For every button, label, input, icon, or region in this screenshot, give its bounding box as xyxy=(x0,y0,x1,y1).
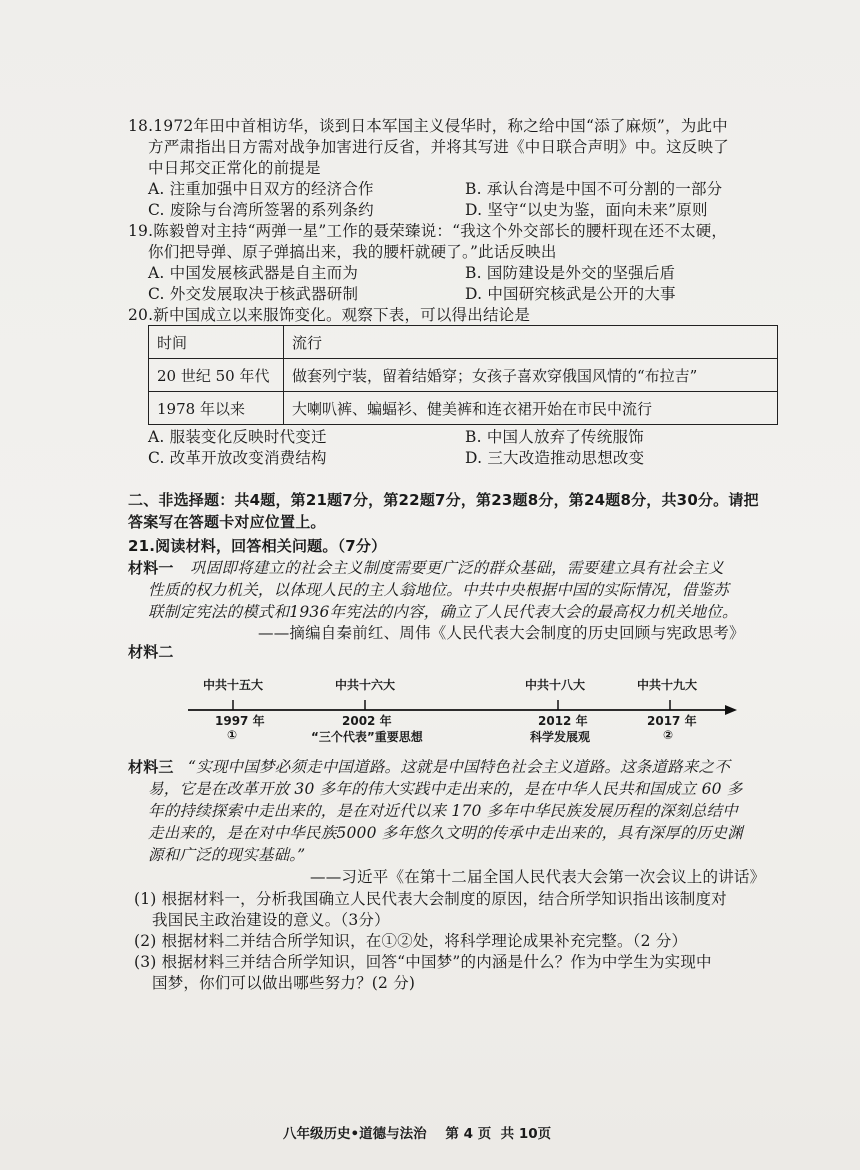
timeline-theory: “三个代表”重要思想 xyxy=(311,730,423,744)
q18-option-a: A. 注重加强中日双方的经济合作 xyxy=(148,180,374,198)
q19-stem-line1: 19.陈毅曾对主持“两弹一星”工作的聂荣臻说：“我这个外交部长的腰杆现在还不太硬， xyxy=(128,222,728,240)
q19-option-c: C. 外交发展取决于核武器研制 xyxy=(148,285,359,303)
q19-option-d: D. 中国研究核武是公开的大事 xyxy=(465,285,676,303)
subquestion-1-line2: 我国民主政治建设的意义。（3分） xyxy=(152,911,390,929)
timeline-year: 1997 年 xyxy=(215,714,265,728)
q20-option-b: B. 中国人放弃了传统服饰 xyxy=(465,428,644,446)
q18-stem-line3: 中日邦交正常化的前提是 xyxy=(148,159,321,177)
page-footer: 八年级历史•道德与法治 第 4 页 共 10页 xyxy=(283,1126,552,1142)
section2-heading-line1: 二、非选择题：共4题，第21题7分，第22题7分，第23题8分，第24题8分，共30分。请把 xyxy=(128,491,759,509)
q18-option-b: B. 承认台湾是中国不可分割的一部分 xyxy=(465,180,723,198)
material3-line1: “实现中国梦必须走中国道路。这就是中国特色社会主义道路。这条道路来之不 xyxy=(188,758,730,776)
timeline-year: 2012 年 xyxy=(538,714,588,728)
q21-title: 21.阅读材料，回答相关问题。（7分） xyxy=(128,537,387,555)
table-cell: 1978 年以来 xyxy=(149,392,284,425)
q20-option-d: D. 三大改造推动思想改变 xyxy=(465,449,645,467)
q18-option-c: C. 废除与台湾所签署的系列条约 xyxy=(148,201,374,219)
timeline-node-top: 中共十五大 xyxy=(203,678,264,692)
table-cell: 大喇叭裤、蝙蝠衫、健美裤和连衣裙开始在市民中流行 xyxy=(284,392,778,425)
q20-option-c: C. 改革开放改变消费结构 xyxy=(148,449,327,467)
table-cell: 20 世纪 50 年代 xyxy=(149,359,284,392)
subquestion-1-line1: (1) 根据材料一，分析我国确立人民代表大会制度的原因，结合所学知识指出该制度对 xyxy=(134,890,727,908)
material3-line3: 年的持续探索中走出来的，是在对近代以来 170 多年中华民族发展历程的深刻总结中 xyxy=(148,802,738,820)
table-header-cell: 流行 xyxy=(284,326,778,359)
timeline-theory: 科学发展观 xyxy=(530,730,591,744)
table-cell: 做套列宁装，留着结婚穿；女孩子喜欢穿俄国风情的“布拉吉” xyxy=(284,359,778,392)
table-header-cell: 时间 xyxy=(149,326,284,359)
material1-source: ——摘编自秦前红、周伟《人民代表大会制度的历史回顾与宪政思考》 xyxy=(258,624,745,642)
material1-line2: 性质的权力机关，以体现人民的主人翁地位。中共中央根据中国的实际情况，借鉴苏 xyxy=(148,581,729,599)
subquestion-2: (2) 根据材料二并结合所学知识，在①②处，将科学理论成果补充完整。（2 分） xyxy=(134,932,688,950)
table-row xyxy=(149,392,778,425)
q18-stem-line1: 18.1972年田中首相访华，谈到日本军国主义侵华时，称之给中国“添了麻烦”，为此中 xyxy=(128,117,728,135)
material3-line2: 易，它是在改革开放 30 多年的伟大实践中走出来的，是在中华人民共和国成立 60 多 xyxy=(148,780,743,798)
q19-option-b: B. 国防建设是外交的坚强后盾 xyxy=(465,264,676,282)
material3-label: 材料三 xyxy=(128,758,174,776)
q20-option-a: A. 服装变化反映时代变迁 xyxy=(148,428,327,446)
timeline-node-top: 中共十八大 xyxy=(525,678,586,692)
timeline-blank-1: ① xyxy=(227,728,238,742)
timeline xyxy=(185,672,745,752)
subquestion-3-line1: (3) 根据材料三并结合所学知识，回答“中国梦”的内涵是什么？作为中学生为实现中 xyxy=(134,953,712,971)
material1-label: 材料一 xyxy=(128,559,174,577)
timeline-year: 2017 年 xyxy=(647,714,697,728)
table-header-row xyxy=(149,326,778,359)
timeline-node-top: 中共十九大 xyxy=(637,678,698,692)
q19-option-a: A. 中国发展核武器是自主而为 xyxy=(148,264,359,282)
material1-line3: 联制定宪法的模式和1936年宪法的内容，确立了人民代表大会的最高权力机关地位。 xyxy=(148,603,738,621)
section2-heading-line2: 答案写在答题卡对应位置上。 xyxy=(128,513,326,531)
q20-stem: 20.新中国成立以来服饰变化。观察下表，可以得出结论是 xyxy=(128,306,531,324)
q18-stem-line2: 方严肃指出日方需对战争加害进行反省，并将其写进《中日联合声明》中。这反映了 xyxy=(148,138,729,156)
timeline-blank-2: ② xyxy=(663,728,674,742)
material3-line4: 走出来的，是在对中华民族5000 多年悠久文明的传承中走出来的，具有深厚的历史渊 xyxy=(148,824,743,842)
timeline-node-top: 中共十六大 xyxy=(335,678,396,692)
timeline-year: 2002 年 xyxy=(342,714,392,728)
material3-source: ——习近平《在第十二届全国人民代表大会第一次会议上的讲话》 xyxy=(310,868,766,886)
material1-line1: 巩固即将建立的社会主义制度需要更广泛的群众基础，需要建立具有社会主义 xyxy=(190,559,724,577)
q18-option-d: D. 坚守“以史为鉴，面向未来”原则 xyxy=(465,201,708,219)
subquestion-3-line2: 国梦，你们可以做出哪些努力？(2 分) xyxy=(152,974,416,992)
material2-label: 材料二 xyxy=(128,643,174,661)
q19-stem-line2: 你们把导弹、原子弹搞出来，我的腰杆就硬了。”此话反映出 xyxy=(148,243,557,261)
fashion-table xyxy=(148,325,778,425)
material3-line5: 源和广泛的现实基础。” xyxy=(148,846,306,864)
table-row xyxy=(149,359,778,392)
